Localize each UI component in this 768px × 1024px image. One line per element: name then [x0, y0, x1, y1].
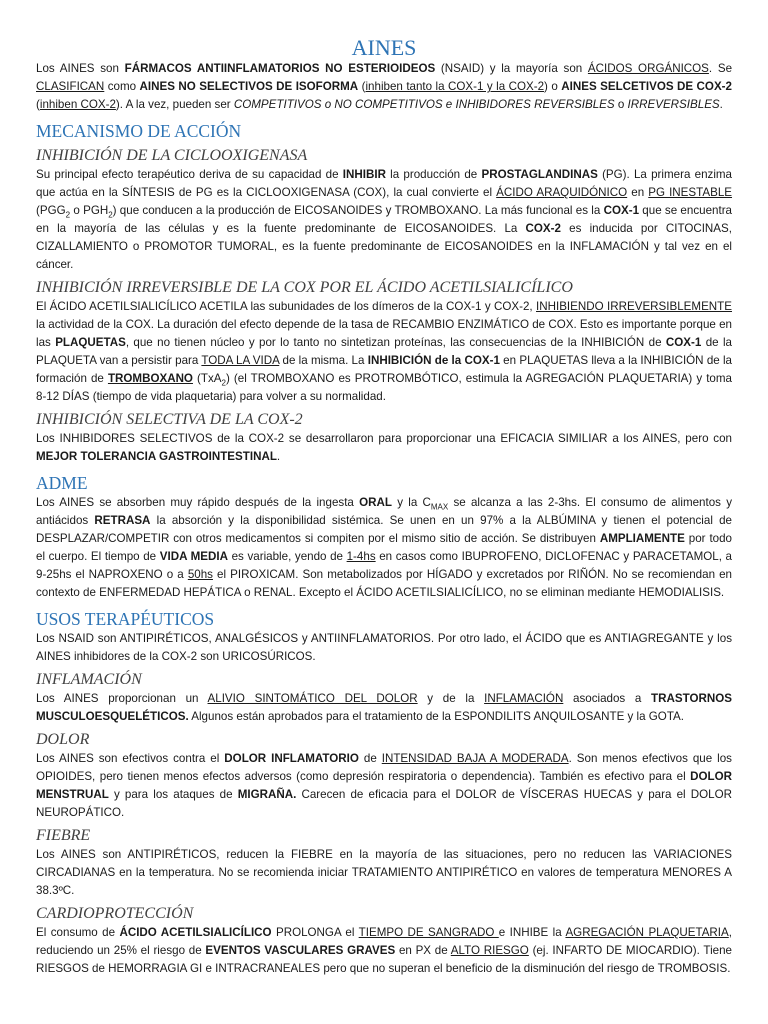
text-run: ALTO RIESGO: [450, 944, 529, 957]
text-run: Los NSAID son ANTIPIRÉTICOS, ANALGÉSICOS y ANTIINFLAMATORIOS. Por otro lado, el ÁCIDO que es ANTIAGREGANTE y los AINES inhibidores de la COX-2 son URICOSÚRICOS.: [36, 632, 732, 663]
subsection-heading: FIEBRE: [36, 827, 91, 844]
text-run: COX-1: [603, 204, 640, 217]
paragraph: [36, 430, 732, 466]
document-title: AINES: [351, 35, 417, 60]
text-run: la producción de: [385, 168, 482, 181]
text-run: (NSAID) y la mayoría son: [435, 62, 588, 75]
text-run: EVENTOS VASCULARES GRAVES: [205, 944, 396, 957]
text-run: es variable, yendo de: [228, 550, 347, 563]
subsection-heading: INFLAMACIÓN: [36, 671, 142, 688]
text-run: 50hs: [187, 568, 213, 581]
text-run: Carecen de eficacia para el DOLOR de VÍSCERAS HUECAS y para el DOLOR NEUROPÁTICO.: [36, 788, 732, 819]
text-run: ) (el TROMBOXANO es PROTROMBÓTICO, estimula la AGREGACIÓN PLAQUETARIA) y toma 8-12 DÍAS (tiempo de vida plaquetaria) para volver a su normalidad.: [36, 372, 732, 403]
paragraph: [36, 750, 732, 822]
text-run: MAX: [430, 502, 449, 512]
text-run: por todo el cuerpo. El tiempo de: [36, 532, 733, 563]
text-run: INFLAMACIÓN: [484, 692, 564, 705]
text-run: asociados a: [563, 692, 652, 705]
text-run: El ÁCIDO ACETILSIALICÍLICO ACETILA las subunidades de los dímeros de la COX-1 y COX-2,: [36, 300, 537, 313]
text-run: Los AINES proporcionan un: [36, 692, 208, 705]
paragraph: [36, 630, 732, 666]
text-run: CLASIFICAN: [36, 80, 105, 93]
text-run: 2: [221, 378, 226, 388]
text-run: Su principal efecto terapéutico deriva de su capacidad de: [36, 168, 343, 181]
text-run: (: [36, 98, 40, 111]
text-run: de la misma. La: [279, 354, 368, 367]
text-run: (TxA: [192, 372, 222, 385]
text-run: TODA LA VIDA: [201, 354, 280, 367]
paragraph: [36, 846, 732, 900]
text-run: se alcanza a las 2-3hs. El consumo de alimentos y antiácidos: [36, 496, 732, 527]
text-run: inhiben COX-2: [39, 98, 116, 111]
text-run: ÁCIDO ARAQUIDÓNICO: [496, 186, 628, 199]
text-run: TRASTORNOS MUSCULOESQUELÉTICOS.: [36, 692, 732, 723]
paragraph: [36, 494, 732, 602]
text-run: inhiben tanto la COX-1 y la COX-2: [365, 80, 545, 93]
text-run: la actividad de la COX. La duración del efecto depende de la tasa de RECAMBIO ENZIMÁTICO de COX. Esto es importante porque en las: [36, 318, 732, 349]
text-run: . Se: [708, 62, 733, 75]
text-run: ORAL: [359, 496, 392, 509]
text-run: TROMBOXANO: [107, 372, 193, 385]
text-run: ). A la vez, pueden ser: [115, 98, 234, 111]
text-run: 2: [65, 210, 71, 220]
subsection-heading: INHIBICIÓN DE LA CICLOOXIGENASA: [36, 147, 308, 164]
text-run: es inducida por CITOCINAS, CIZALLAMIENTO o PROMOTOR TUMORAL, es la fuente predominante de EICOSANOIDES en la INFLAMACIÓN y tal vez en el cáncer.: [36, 222, 732, 271]
text-run: INHIBIR: [342, 168, 386, 181]
paragraph: [36, 924, 732, 978]
text-run: COMPETITIVOS o NO COMPETITIVOS e INHIBIDORES REVERSIBLES: [233, 98, 615, 111]
text-run: en PLAQUETAS lleva a la INHIBICIÓN de la formación de: [36, 354, 733, 385]
text-run: Los INHIBIDORES SELECTIVOS de la COX-2 se desarrollaron para proporcionar una EFICACIA SIMILIAR a los AINES, pero con: [36, 432, 732, 445]
text-run: .: [719, 98, 723, 111]
text-run: el PIROXICAM. Son metabolizados por HÍGADO y excretados por RIÑÓN. No se recomiendan en contexto de ENFERMEDAD HEPÁTICA o RENAL. Excepto el ÁCIDO ACETILSIALICÍLICO, no se eliminan mediante HEMODIALISIS.: [36, 568, 732, 599]
text-run: PROLONGA el: [271, 926, 359, 939]
text-run: en casos como IBUPROFENO, DICLOFENAC y PARACETAMOL, a 9-25hs el NAPROXENO o a: [36, 550, 732, 581]
text-run: ALIVIO SINTOMÁTICO DEL DOLOR: [207, 692, 418, 705]
text-run: MEJOR TOLERANCIA GASTROINTESTINAL: [36, 450, 277, 463]
text-run: y de la: [417, 692, 485, 705]
text-run: (: [358, 80, 366, 93]
text-run: Los AINES se absorben muy rápido después de la ingesta: [36, 496, 360, 509]
text-run: ) que conducen a la producción de EICOSANOIDES y TROMBOXANO. La más funcional es la: [112, 204, 604, 217]
text-run: e INHIBE la: [498, 926, 566, 939]
text-run: la absorción y la disponibilidad sistémica. Se unen en un 97% a la ALBÚMINA y tienen el potencial de DESPLAZAR/COMPETIR con otros medicamentos si compiten por el mismo sitio de acción. Se distribuyen: [36, 514, 732, 545]
text-run: en PX de: [395, 944, 451, 957]
text-run: , reduciendo un 25% el riesgo de: [36, 926, 732, 957]
text-run: Los AINES son: [36, 62, 125, 75]
text-run: (PGG: [36, 204, 66, 217]
text-run: PROSTAGLANDINAS: [481, 168, 598, 181]
text-run: o PGH: [70, 204, 109, 217]
text-run: AINES SELCETIVOS DE COX-2: [561, 80, 732, 93]
paragraph: [36, 298, 732, 406]
text-run: INTENSIDAD BAJA A MODERADA: [381, 752, 569, 765]
text-run: PG INESTABLE: [648, 186, 733, 199]
text-run: que se encuentra en la mayoría de las células y es la fuente predominante de EICOSANOIDES. La: [36, 204, 732, 235]
text-run: TIEMPO DE SANGRADO: [358, 926, 499, 939]
text-run: .: [276, 450, 281, 463]
paragraph: [36, 166, 732, 274]
text-run: DOLOR MENSTRUAL: [36, 770, 732, 801]
text-run: El consumo de: [36, 926, 120, 939]
text-run: , que no tienen núcleo y por lo tanto no sintetizan proteínas, las consecuencias de la INHIBICIÓN de: [125, 336, 666, 349]
text-run: y la C: [391, 496, 431, 509]
section-heading: USOS TERAPÉUTICOS: [36, 609, 215, 629]
text-run: Los AINES son ANTIPIRÉTICOS, reducen la FIEBRE en la mayoría de las situaciones, pero no reducen las VARIACIONES CIRCADIANAS en la temperatura. No se recomienda iniciar TRATAMIENTO ANTIPIRÉTICO en valores de temperatura MENORES A 38.3ºC.: [36, 848, 732, 897]
section-heading: ADME: [36, 473, 88, 493]
text-run: IRREVERSIBLES: [627, 98, 720, 111]
subsection-heading: INHIBICIÓN SELECTIVA DE LA COX-2: [36, 411, 303, 428]
text-run: Algunos están aprobados para el tratamiento de la ESPONDILITS ANQUILOSANTE y la GOTA.: [188, 710, 684, 723]
text-run: de la PLAQUETA van a persistir para: [36, 336, 732, 367]
text-run: PLAQUETAS: [55, 336, 126, 349]
text-run: como: [104, 80, 140, 93]
text-run: o: [614, 98, 628, 111]
text-run: INHIBIENDO IRREVERSIBLEMENTE: [536, 300, 732, 313]
subsection-heading: CARDIOPROTECCIÓN: [36, 905, 194, 922]
text-run: COX-1: [665, 336, 702, 349]
text-run: COX-2: [525, 222, 561, 235]
text-run: 2: [108, 210, 113, 220]
text-run: AMPLIAMENTE: [599, 532, 685, 545]
text-run: en: [627, 186, 649, 199]
text-run: RETRASA: [94, 514, 151, 527]
text-run: (PG). La primera enzima que actúa en la SÍNTESIS de PG es la CICLOOXIGENASA (COX), la cual convierte el: [36, 168, 732, 199]
text-run: VIDA MEDIA: [159, 550, 228, 563]
subsection-heading: INHIBICIÓN IRREVERSIBLE DE LA COX POR EL ÁCIDO ACETILSIALICÍLICO: [36, 279, 573, 296]
text-run: ÁCIDOS ORGÁNICOS: [587, 62, 709, 75]
section-heading: MECANISMO DE ACCIÓN: [36, 121, 242, 141]
text-run: de: [358, 752, 382, 765]
text-run: y para los ataques de: [108, 788, 238, 801]
text-run: AINES NO SELECTIVOS DE ISOFORMA: [139, 80, 359, 93]
text-run: FÁRMACOS ANTIINFLAMATORIOS NO ESTERIOIDEOS: [124, 62, 436, 75]
text-run: (ej. INFARTO DE MIOCARDIO). Tiene RIESGOS de HEMORRAGIA GI e INTRACRANEALES pero que no superan el beneficio de la disminución del riesgo de TROMBOSIS.: [36, 944, 732, 975]
text-run: ) o: [544, 80, 562, 93]
text-run: AGREGACIÓN PLAQUETARIA: [565, 926, 729, 939]
intro-paragraph: [36, 60, 732, 114]
text-run: DOLOR INFLAMATORIO: [224, 752, 359, 765]
text-run: Los AINES son efectivos contra el: [36, 752, 225, 765]
paragraph: [36, 690, 732, 726]
text-run: MIGRAÑA.: [237, 788, 297, 801]
text-run: 1-4hs: [346, 550, 376, 563]
document-body: [36, 120, 732, 978]
text-run: INHIBICIÓN de la COX-1: [367, 354, 500, 367]
subsection-heading: DOLOR: [36, 731, 90, 748]
text-run: ÁCIDO ACETILSIALICÍLICO: [119, 926, 272, 939]
text-run: . Son menos efectivos que los OPIOIDES, pero tienen menos efectos adversos (como depresión respiratoria o dependencia). También es efectivo para el: [36, 752, 732, 783]
